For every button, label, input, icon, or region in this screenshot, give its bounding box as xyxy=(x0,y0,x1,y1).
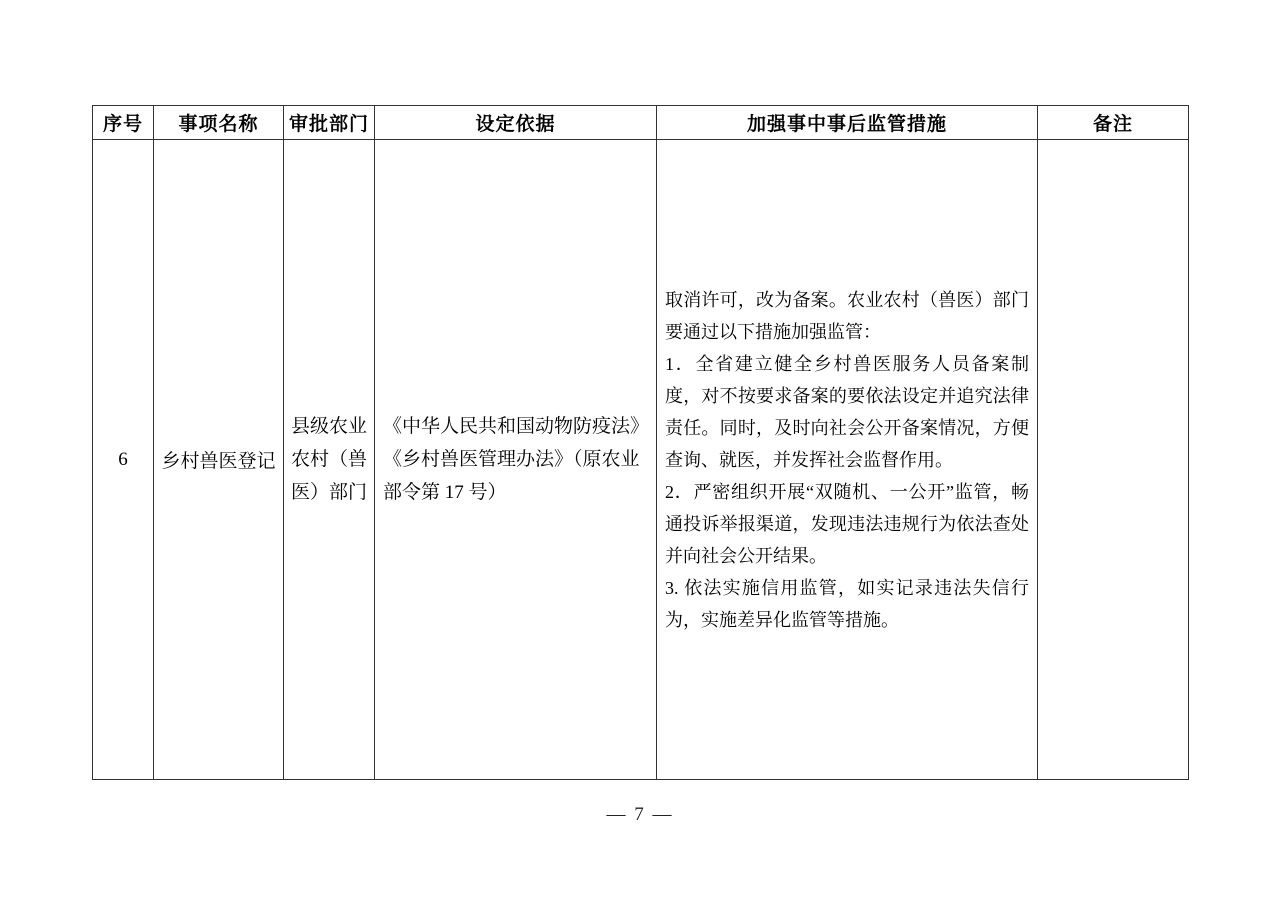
header-cell-basis xyxy=(375,106,657,140)
header-cell-remarks xyxy=(1038,106,1189,140)
table-row-cell-department xyxy=(284,140,375,780)
table-row-cell-index xyxy=(93,140,154,780)
measures-paragraph-1: 1．全省建立健全乡村兽医服务人员备案制度，对不按要求备案的要依法设定并追究法律责任。同时，及时向社会公开备案情况，方便查询、就医，并发挥社会监督作用。 xyxy=(665,353,1029,470)
table-row-cell-remarks xyxy=(1038,140,1189,780)
measures-paragraph-3: 3. 依法实施信用监管，如实记录违法失信行为，实施差异化监管等措施。 xyxy=(665,577,1029,630)
row-item-name-value: 乡村兽医登记 xyxy=(161,451,276,472)
measures-paragraph-intro: 取消许可，改为备案。农业农村（兽医）部门要通过以下措施加强监管： xyxy=(665,289,1029,342)
header-label-index: 序号 xyxy=(102,114,143,135)
table-row-cell-item-name xyxy=(154,140,284,780)
header-label-basis: 设定依据 xyxy=(475,114,556,135)
measures-paragraph-2: 2．严密组织开展“双随机、一公开”监管，畅通投诉举报渠道，发现违法违规行为依法查处并向社会公开结果。 xyxy=(665,481,1029,566)
row-department-value: 县级农业农村（兽医）部门 xyxy=(291,416,368,503)
header-label-item-name: 事项名称 xyxy=(178,114,259,135)
header-label-remarks: 备注 xyxy=(1092,114,1133,135)
table-row-cell-basis xyxy=(375,140,657,780)
header-cell-index xyxy=(93,106,154,140)
regulation-table xyxy=(92,105,1189,780)
header-cell-item-name xyxy=(154,106,284,140)
header-cell-measures xyxy=(657,106,1038,140)
header-cell-department xyxy=(284,106,375,140)
header-label-department: 审批部门 xyxy=(288,114,369,135)
row-index-value: 6 xyxy=(118,448,128,470)
header-label-measures: 加强事中事后监管措施 xyxy=(746,114,947,135)
page-number: — 7 — xyxy=(606,804,674,825)
row-basis-value: 《中华人民共和国动物防疫法》《乡村兽医管理办法》（原农业部令第 17 号） xyxy=(383,416,640,503)
table-row-cell-measures xyxy=(657,140,1038,780)
